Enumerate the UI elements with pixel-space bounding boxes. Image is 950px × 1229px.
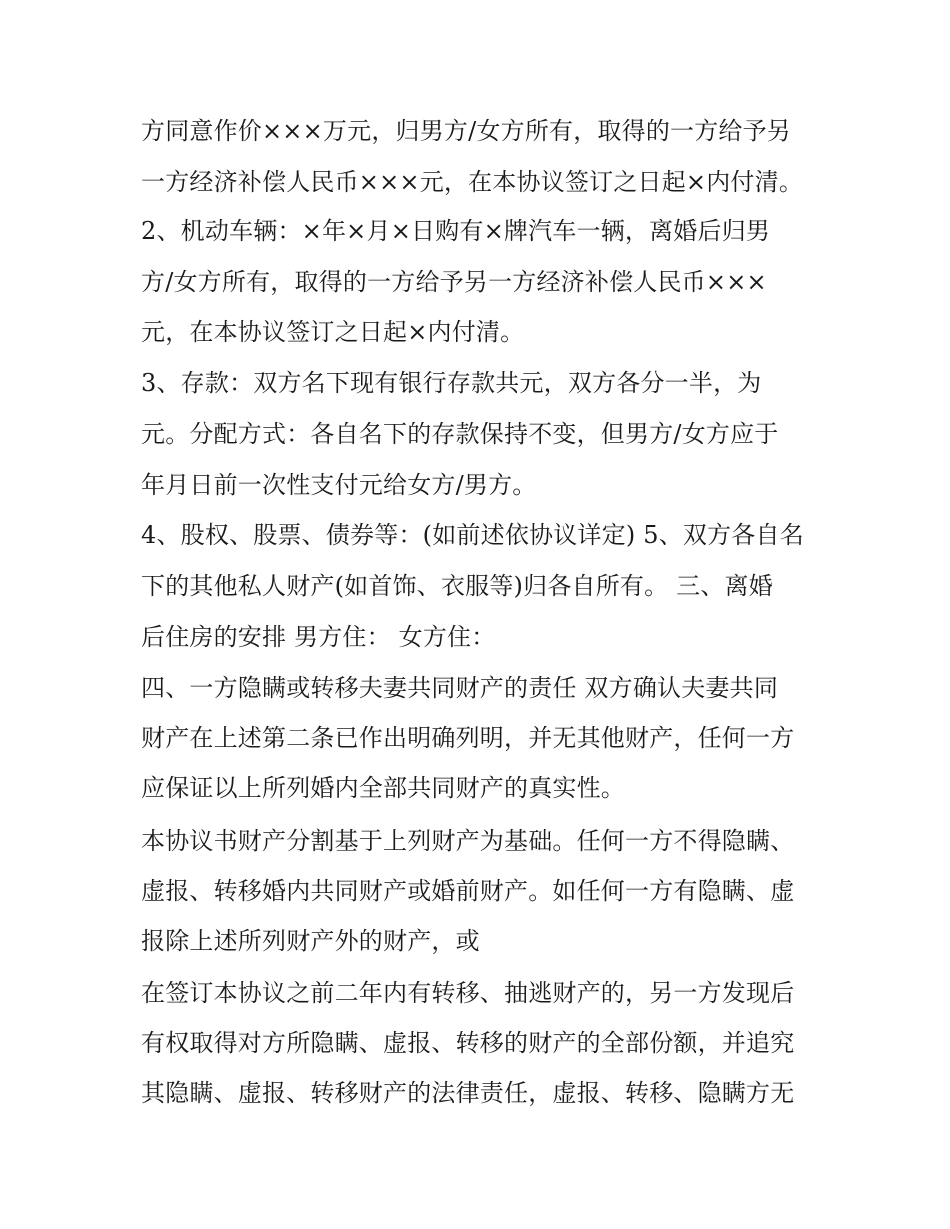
text-line: 报除上述所列财产外的财产，或 bbox=[141, 927, 480, 955]
text-line: 四、一方隐瞒或转移夫妻共同财产的责任 双方确认夫妻共同 bbox=[141, 674, 779, 702]
text-line: 年月日前一次性支付元给女方/男方。 bbox=[141, 471, 537, 499]
text-line: 4、股权、股票、债券等：(如前述依协议详定) 5、双方各自名 bbox=[141, 521, 804, 549]
text-line: 财产在上述第二条已作出明确列明，并无其他财产，任何一方 bbox=[141, 724, 795, 752]
text-line: 应保证以上所列婚内全部共同财产的真实性。 bbox=[141, 774, 625, 802]
text-line: 下的其他私人财产(如首饰、衣服等)归各自所有。 三、离婚 bbox=[141, 572, 773, 600]
text-line: 方/女方所有，取得的一方给予另一方经济补偿人民币××× bbox=[141, 268, 767, 296]
text-line: 2、机动车辆：×年×月×日购有×牌汽车一辆，离婚后归男 bbox=[141, 217, 771, 245]
text-line: 元。分配方式：各自名下的存款保持不变，但男方/女方应于 bbox=[141, 420, 779, 448]
text-line: 在签订本协议之前二年内有转移、抽逃财产的，另一方发现后 bbox=[141, 979, 795, 1007]
text-line: 3、存款：双方名下现有银行存款共元，双方各分一半，为 bbox=[141, 369, 762, 397]
text-line: 一方经济补偿人民币×××元，在本协议签订之日起×内付清。 bbox=[141, 168, 804, 196]
text-line: 本协议书财产分割基于上列财产为基础。任何一方不得隐瞒、 bbox=[141, 827, 795, 855]
text-line: 其隐瞒、虚报、转移财产的法律责任，虚报、转移、隐瞒方无 bbox=[141, 1079, 795, 1107]
text-line: 有权取得对方所隐瞒、虚报、转移的财产的全部份额，并追究 bbox=[141, 1029, 795, 1057]
text-line: 元，在本协议签订之日起×内付清。 bbox=[141, 318, 525, 346]
text-line: 虚报、转移婚内共同财产或婚前财产。如任何一方有隐瞒、虚 bbox=[141, 877, 795, 905]
text-line: 后住房的安排 男方住： 女方住： bbox=[141, 623, 496, 651]
text-line: 方同意作价×××万元，归男方/女方所有，取得的一方给予另 bbox=[141, 117, 792, 145]
